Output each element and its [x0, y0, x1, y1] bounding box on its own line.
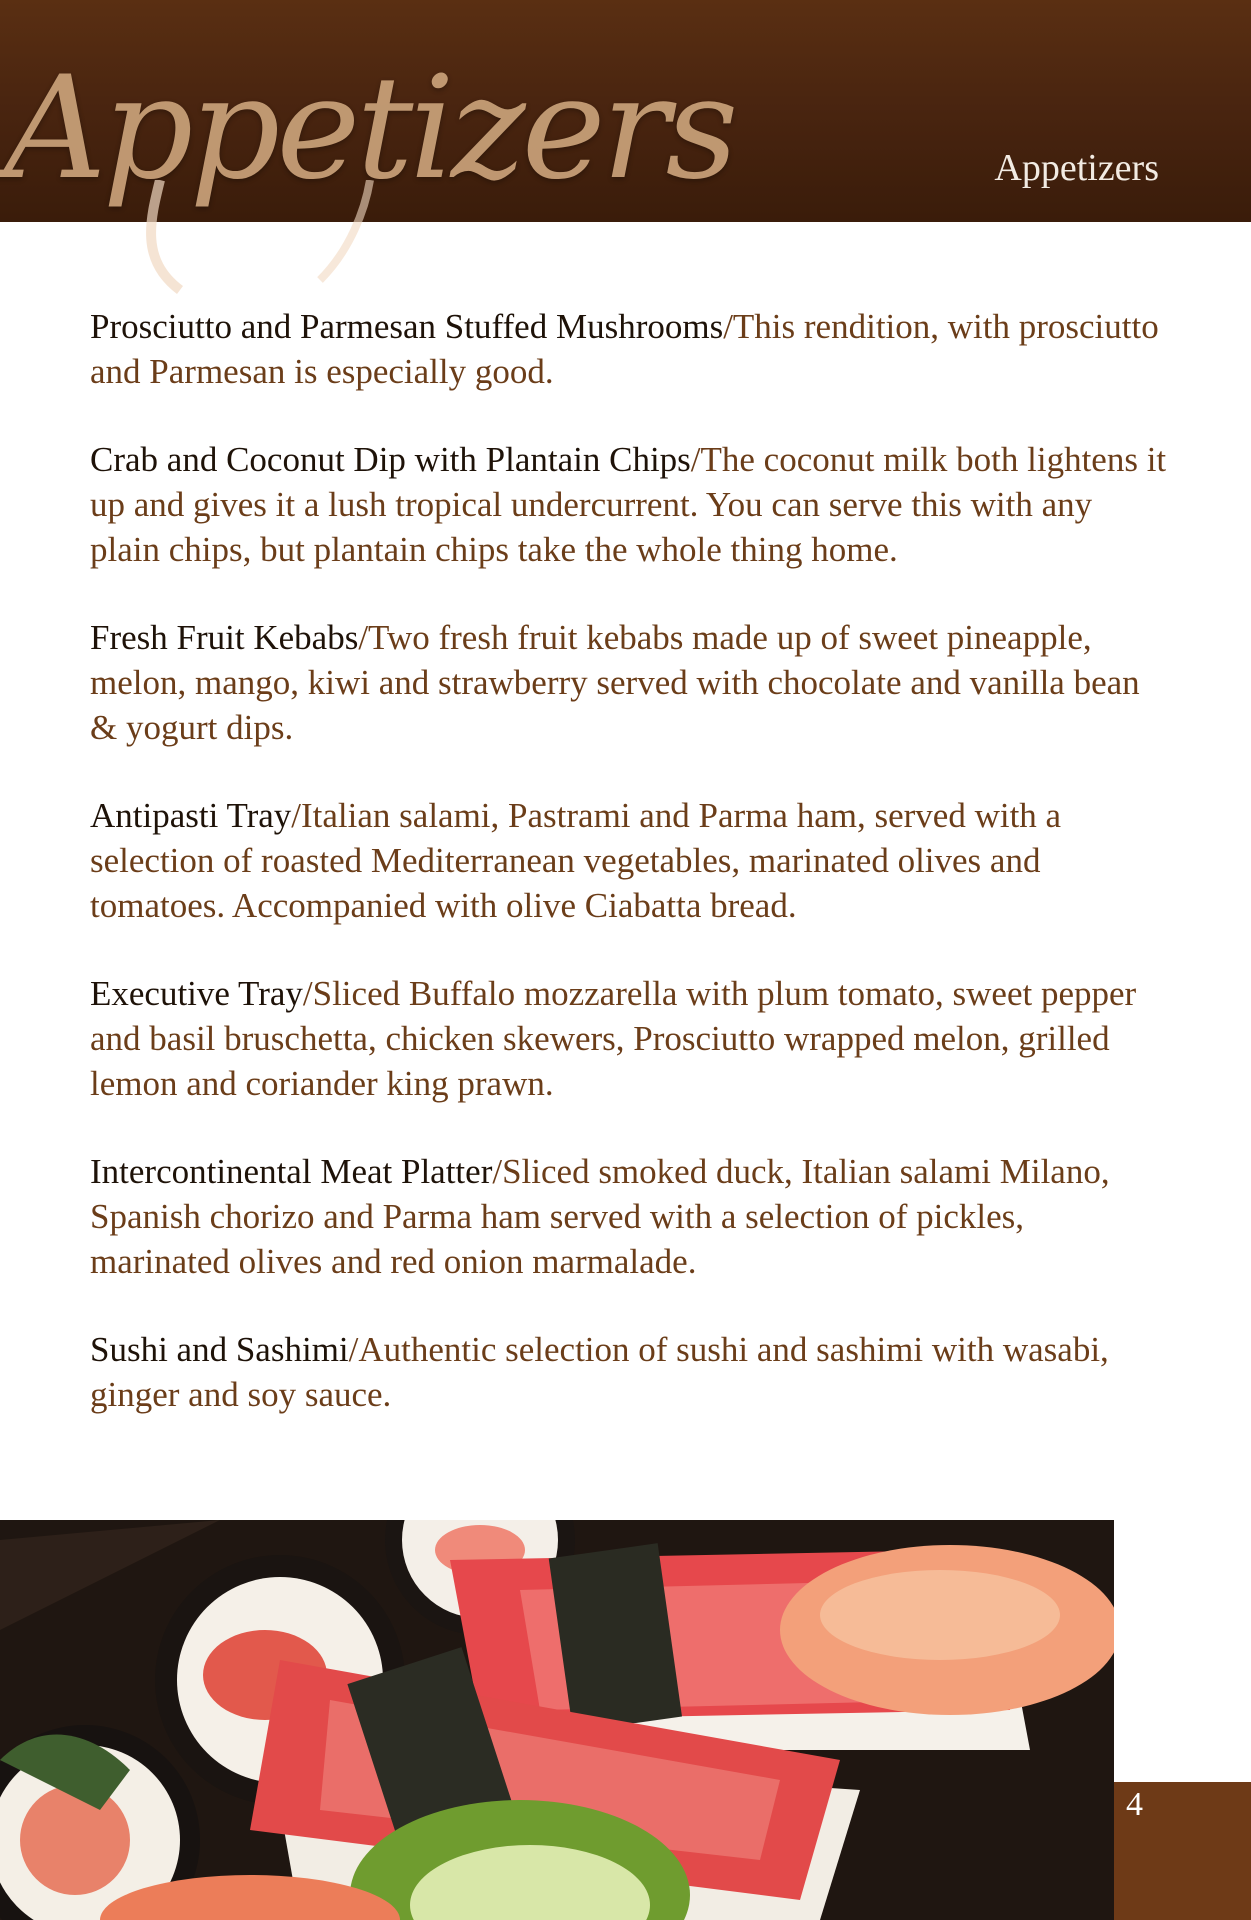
menu-item: [90, 971, 1170, 1106]
page-number: 4: [1126, 1786, 1143, 1823]
menu-item-description: /Two fresh fruit kebabs made up of sweet pineapple, melon, mango, kiwi and strawberry served with chocolate and vanilla bean & yogurt dips.: [90, 618, 1140, 747]
menu-item: [90, 1327, 1170, 1417]
menu-item-description: /The coconut milk both lightens it up and gives it a lush tropical undercurrent. You can serve this with any plain chips, but plantain chips take the whole thing home.: [90, 440, 1167, 569]
menu-item-name: Fresh Fruit Kebabs: [90, 618, 359, 657]
menu-item-name: Sushi and Sashimi: [90, 1330, 349, 1369]
menu-item: [90, 437, 1170, 572]
menu-item-description: /Sliced smoked duck, Italian salami Milano, Spanish chorizo and Parma ham served with a selection of pickles, marinated olives and red onion marmalade.: [90, 1152, 1110, 1281]
header-section-label: Appetizers: [994, 147, 1159, 189]
sushi-photo: [0, 1520, 1114, 1920]
menu-item-description: /Sliced Buffalo mozzarella with plum tomato, sweet pepper and basil bruschetta, chicken skewers, Prosciutto wrapped melon, grilled lemon and coriander king prawn.: [90, 974, 1137, 1103]
menu-item-name: Crab and Coconut Dip with Plantain Chips: [90, 440, 691, 479]
menu-item: [90, 615, 1170, 750]
menu-item: [90, 1149, 1170, 1284]
sushi-illustration: [0, 1520, 1114, 1920]
menu-item-list: [90, 304, 1170, 1460]
menu-item-description: /Italian salami, Pastrami and Parma ham, served with a selection of roasted Mediterranean vegetables, marinated olives and tomatoes. Accompanied with olive Ciabatta bread.: [90, 796, 1062, 925]
menu-item-description: /Authentic selection of sushi and sashimi with wasabi, ginger and soy sauce.: [90, 1330, 1109, 1414]
menu-item-name: Intercontinental Meat Platter: [90, 1152, 493, 1191]
menu-item-name: Antipasti Tray: [90, 796, 292, 835]
menu-item-name: Executive Tray: [90, 974, 303, 1013]
menu-item: [90, 793, 1170, 928]
menu-item-description: /This rendition, with prosciutto and Parmesan is especially good.: [90, 307, 1159, 391]
script-flourish-icon: [120, 180, 420, 300]
header-script-title: Appetizers: [4, 46, 735, 211]
menu-item: [90, 304, 1170, 394]
menu-item-name: Prosciutto and Parmesan Stuffed Mushrooms: [90, 307, 724, 346]
